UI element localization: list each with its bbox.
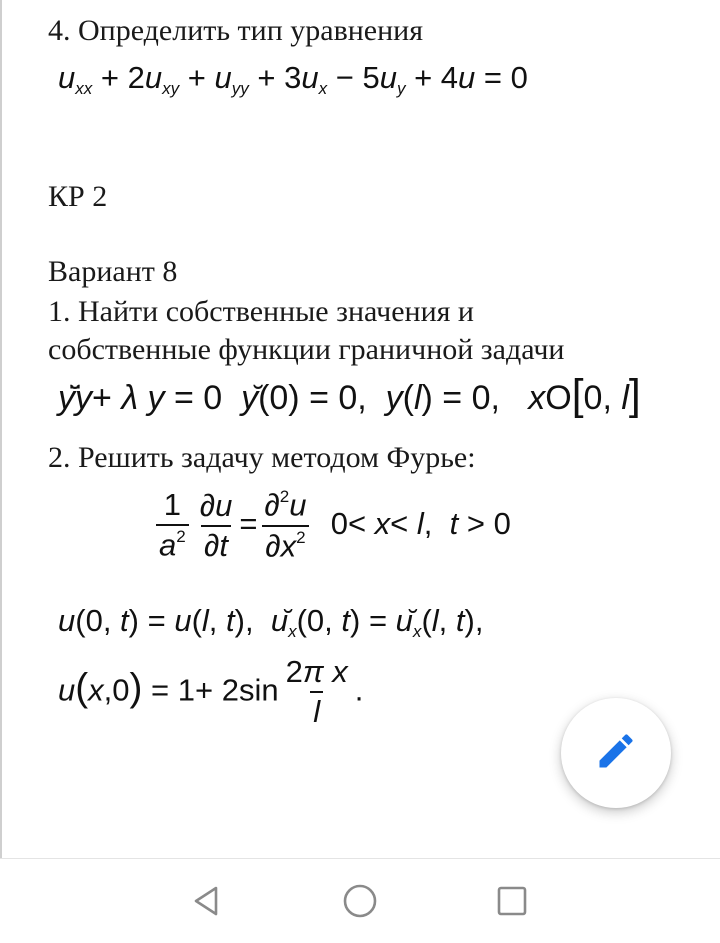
recents-button[interactable] [492, 883, 532, 923]
task1-line1: 1. Найти собственные значения и [48, 295, 474, 328]
kr-title: КР 2 [48, 180, 108, 213]
task4-equation: $u_{xx} + 2u_{xy} + u_{yy} + 3u_x - 5u_y + 4u = 0$ [58, 60, 528, 98]
page-left-border [0, 0, 2, 943]
task2-pde: $\frac{1}{a^2}$ $\frac{\partial u}{\partial t}$ = $\frac{\partial^2u}{\partial x^2}$ 0< x< l, t > 0 [152, 488, 511, 563]
pencil-icon [594, 729, 638, 778]
back-button[interactable] [187, 883, 227, 923]
task2-heading: 2. Решить задачу методом Фурье: [48, 441, 476, 474]
system-navigation-bar [0, 858, 720, 943]
home-circle-icon [342, 883, 378, 924]
task4-heading: 4. Определить тип уравнения [48, 14, 424, 47]
edit-fab-button[interactable] [561, 698, 671, 808]
task2-initial-condition: u(x,0) = 1+ 2sin $\frac{\text{2π x}}{l}$ . [58, 654, 364, 730]
back-triangle-icon [190, 884, 224, 923]
home-button[interactable] [340, 883, 380, 923]
task1-line2: собственные функции граничной задачи [48, 333, 565, 366]
task2-boundary-conditions: u(0, t) = u(l, t), $u_x(0$, $t) = u_x(l$, t), [58, 603, 484, 641]
task1-equation: yy+ λ y = 0 y̆(0) = 0, y(l) = 0, xO[0, l] [58, 372, 641, 419]
recents-square-icon [495, 884, 529, 923]
variant-title: Вариант 8 [48, 255, 178, 288]
